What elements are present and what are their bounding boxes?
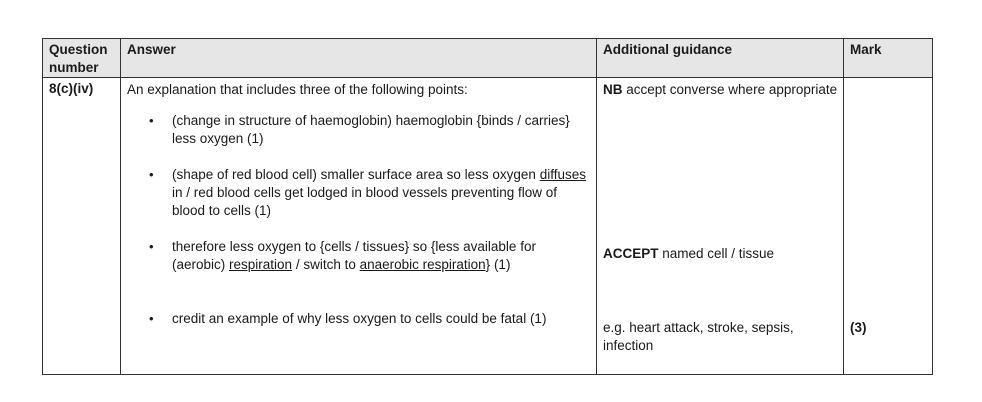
guidance-nb-text: accept converse where appropriate	[622, 82, 838, 97]
header-row	[43, 39, 933, 78]
list-item	[127, 112, 591, 148]
answer-points	[127, 112, 591, 328]
mark-cell	[844, 78, 933, 375]
point-underlined-term: respiration	[229, 257, 293, 272]
point-text: credit an example of why less oxygen to cells could be fatal (1)	[172, 311, 547, 326]
table-row	[43, 78, 933, 375]
header-question-number: Question number	[43, 39, 121, 78]
point-text: (1)	[490, 257, 511, 272]
guidance-example: e.g. heart attack, stroke, sepsis, infection	[603, 320, 794, 353]
guidance-accept-label: ACCEPT	[603, 246, 659, 261]
question-number: 8(c)(iv)	[43, 78, 121, 375]
guidance-accept	[603, 245, 774, 263]
bullet-icon: •	[149, 113, 154, 128]
mark-value: (3)	[850, 320, 867, 335]
mark-scheme-table	[42, 38, 933, 375]
point-underlined-term: diffuses	[539, 167, 586, 182]
header-guidance: Additional guidance	[597, 39, 844, 78]
point-text: therefore less oxygen to {cells / tissues} so {less available for (aerobic)	[172, 239, 536, 272]
bullet-icon: •	[149, 239, 154, 254]
guidance-cell	[597, 78, 844, 375]
bullet-icon: •	[149, 311, 154, 326]
list-item	[127, 238, 591, 274]
answer-cell	[121, 78, 597, 375]
list-item	[127, 166, 591, 220]
point-underlined-term: anaerobic respiration}	[359, 257, 491, 272]
answer-intro: An explanation that includes three of the following points:	[127, 82, 468, 97]
point-text: in / red blood cells get lodged in blood vessels preventing flow of blood to cells (1)	[172, 185, 557, 218]
bullet-icon: •	[149, 167, 154, 182]
header-mark: Mark	[844, 39, 933, 78]
header-answer: Answer	[121, 39, 597, 78]
list-item	[127, 310, 591, 328]
point-text: / switch to	[292, 257, 360, 272]
guidance-nb	[603, 80, 838, 99]
point-text: (shape of red blood cell) smaller surface area so less oxygen	[172, 167, 540, 182]
guidance-accept-text: named cell / tissue	[658, 246, 775, 261]
point-text: (change in structure of haemoglobin) haemoglobin {binds / carries} less oxygen (1)	[172, 113, 570, 146]
guidance-nb-label: NB	[603, 82, 623, 97]
